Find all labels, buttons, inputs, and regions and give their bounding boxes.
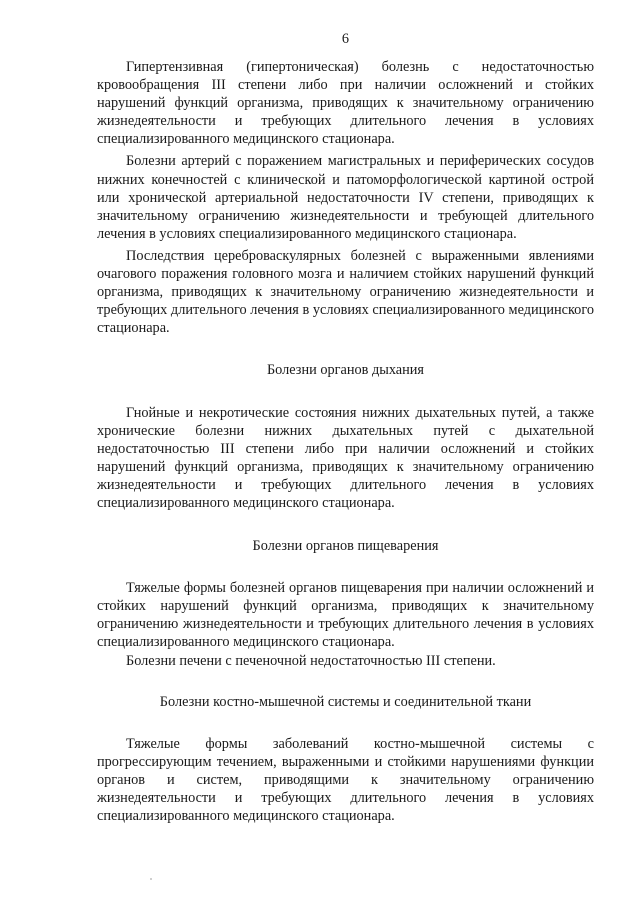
page-number: 6 (341, 31, 350, 47)
scan-speck (150, 878, 152, 880)
paragraph-respiratory: Гнойные и некротические состояния нижних дыхательных путей, а также хронические болезни нижних дыхательных путей с дыхательной недостаточностью III степени либо при наличии осложнений и стойких нарушений функций организма, приводящих к значительному ограничению жизнедеятельности и требующих длительного лечения в условиях специализированного медицинского стационара. (97, 404, 594, 511)
heading-musculoskeletal: Болезни костно-мышечной системы и соединительной ткани (159, 693, 532, 710)
paragraph-musculoskeletal: Тяжелые формы заболеваний костно-мышечной системы с прогрессирующим течением, выраженными и стойкими нарушениями функции органов и систем, приводящими к значительному ограничению жизнедеятельности и требующих длительного лечения в условиях специализированного медицинского стационара. (97, 735, 594, 825)
paragraph-arterial-disease: Болезни артерий с поражением магистральных и периферических сосудов нижних конечностей с клинической и патоморфологической картиной острой или хронической артериальной недостаточности IV степени, приводящих к значительному ограничению жизнедеятельности и требующей длительного лечения в условиях специализированного медицинского стационара. (97, 153, 594, 242)
paragraph-hypertension: Гипертензивная (гипертоническая) болезнь с недостаточностью кровообращения III степени либо при наличии осложнений и стойких нарушений функций организма, приводящих к значительному ограничению жизнедеятельности и требующих длительного лечения в условиях специализированного медицинского стационара. (97, 59, 594, 148)
heading-respiratory: Болезни органов дыхания (266, 362, 425, 379)
paragraph-cerebrovascular: Последствия цереброваскулярных болезней с выраженными явлениями очагового поражения головного мозга и наличием стойких нарушений функций организма, приводящих к значительному ограничению жизнедеятельности и требующих длительного лечения в условиях специализированного медицинского стационара. (97, 247, 594, 337)
document-page (97, 30, 594, 825)
paragraph-digestive: Тяжелые формы болезней органов пищеварения при наличии осложнений и стойких нарушений функций организма, приводящих к значительному ограничению жизнедеятельности и требующих длительного лечения в условиях специализированного медицинского стационара. (97, 580, 594, 651)
heading-digestive: Болезни органов пищеварения (252, 538, 439, 555)
paragraph-liver: Болезни печени с печеночной недостаточностью III степени. (126, 652, 496, 669)
